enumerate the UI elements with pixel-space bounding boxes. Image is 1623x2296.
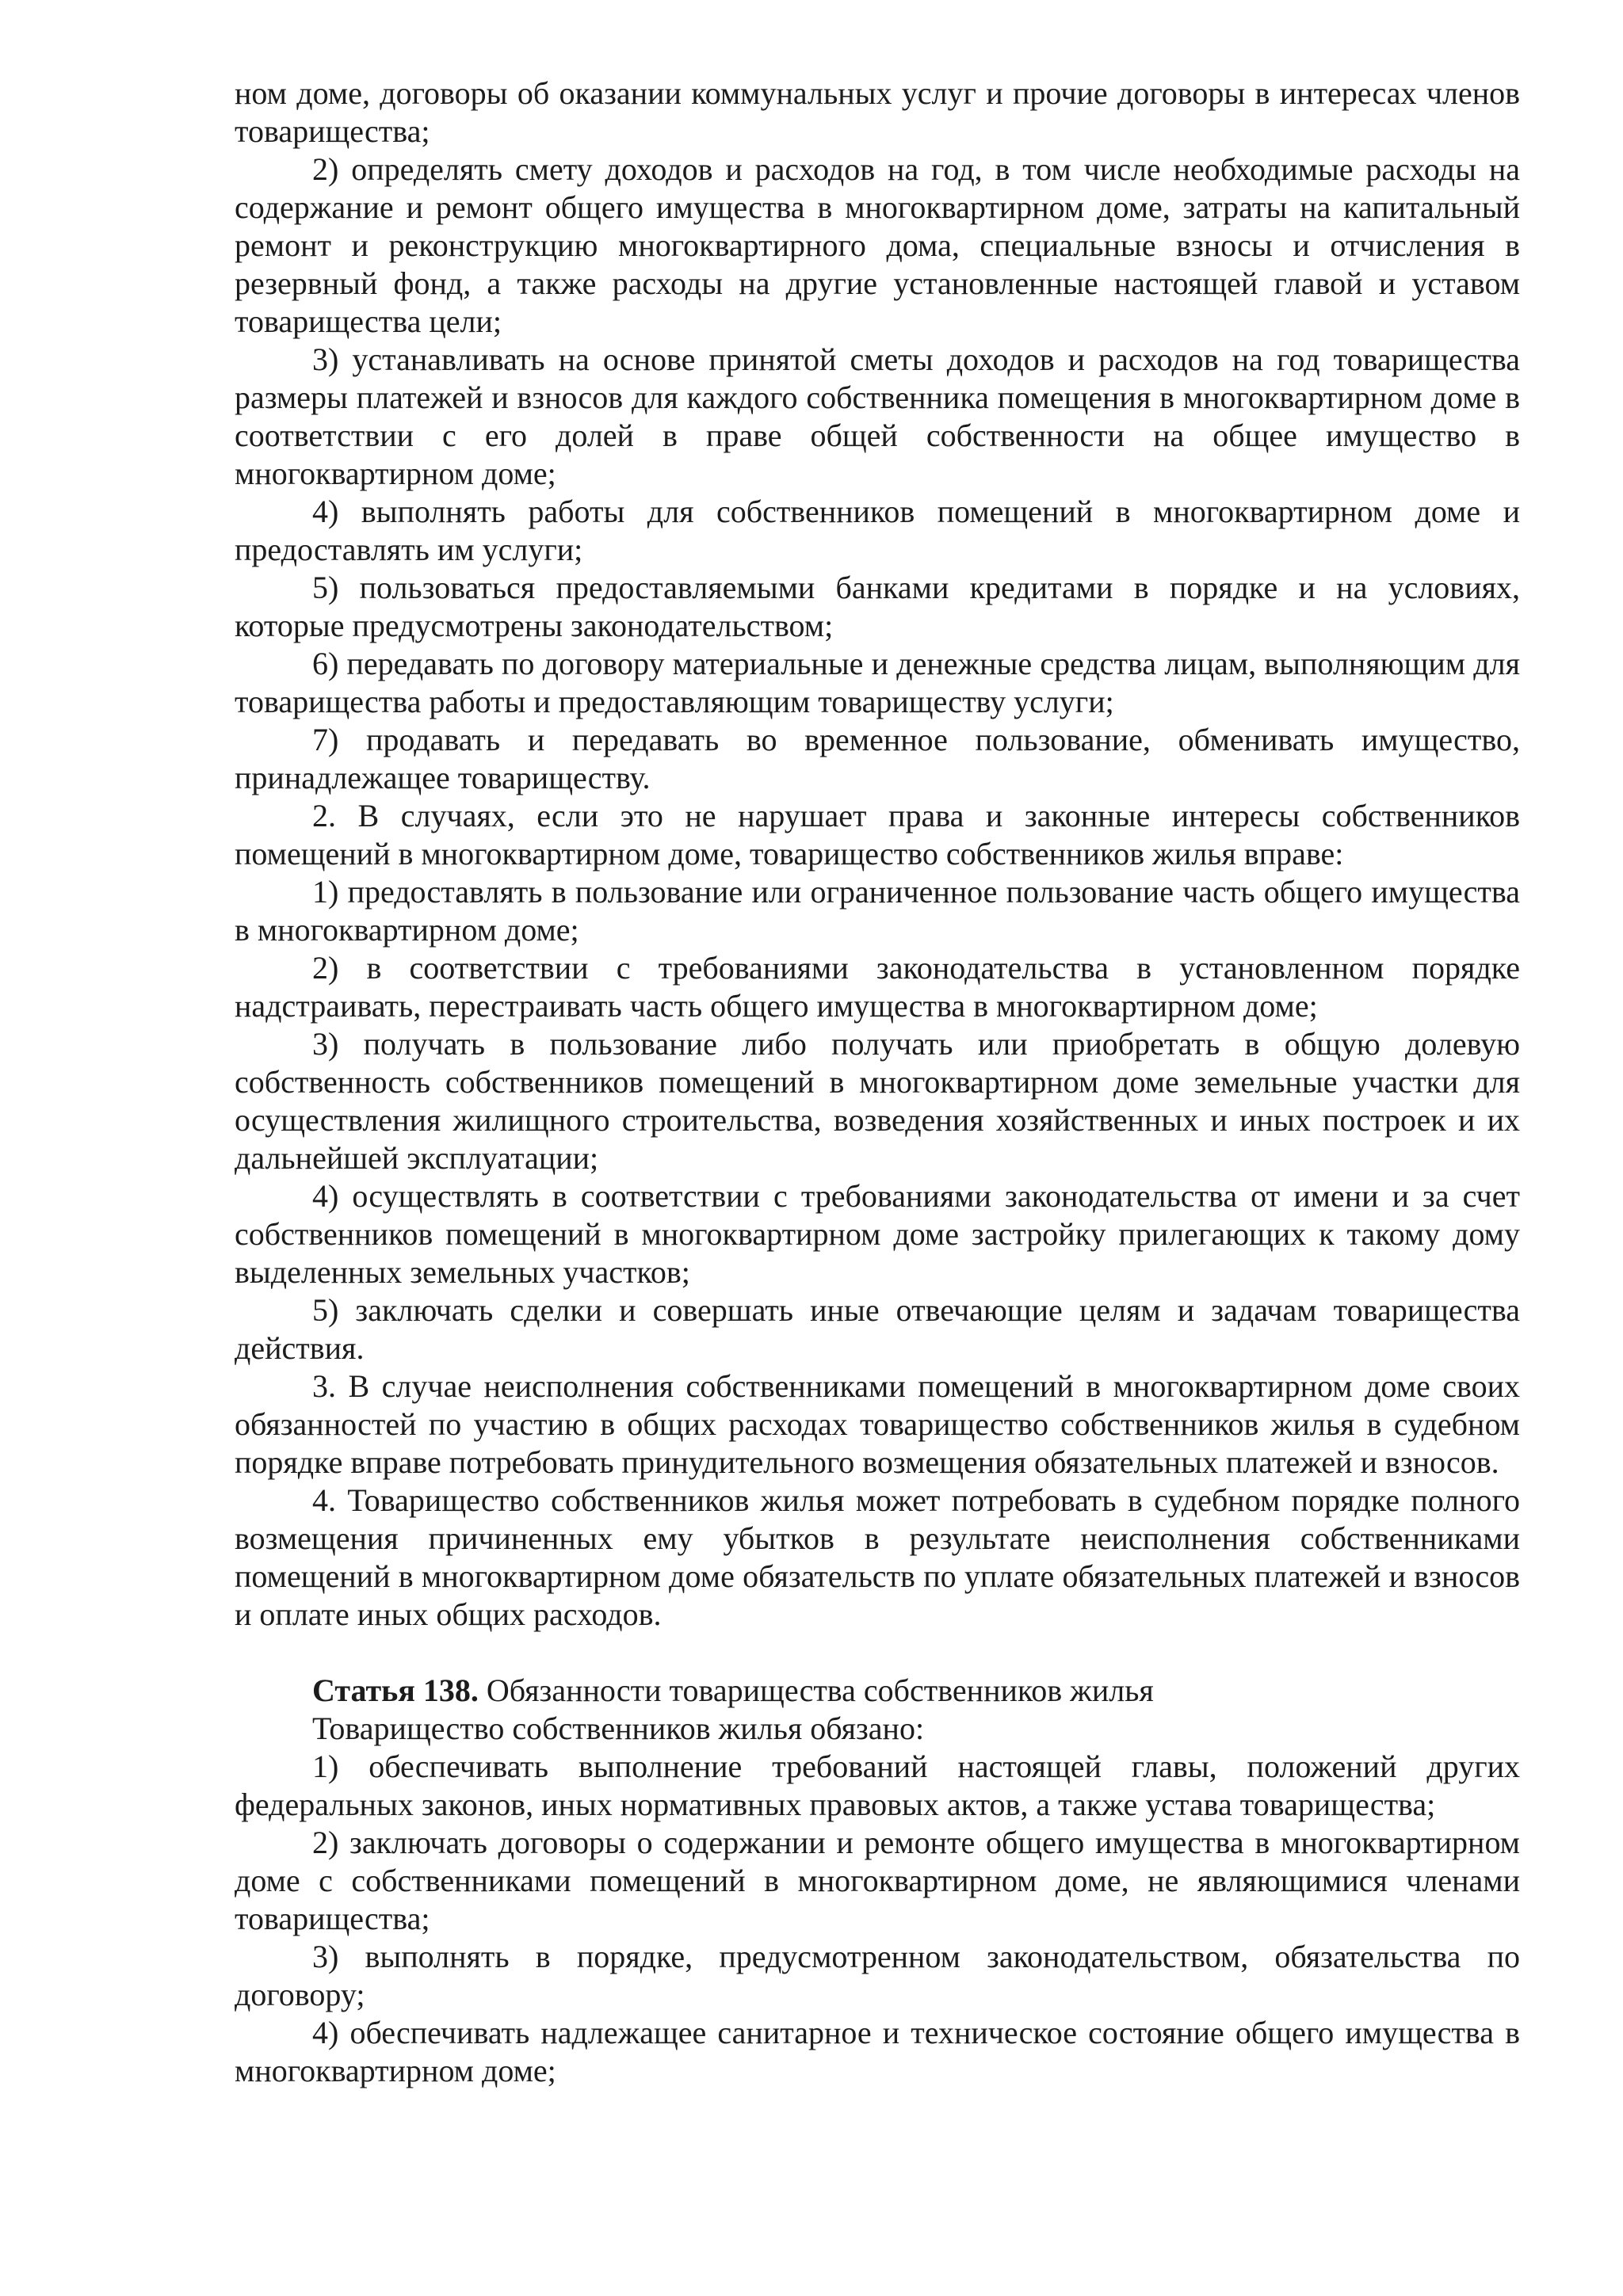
- paragraph-section-2-item-5: 5) заключать сделки и совершать иные отвечающие целям и задачам товарищества действия.: [235, 1292, 1520, 1366]
- article-item-2: 2) заключать договоры о содержании и ремонте общего имущества в многоквартирном доме с собственниками помещений в многоквартирном доме, не являющимися членами товарищества;: [235, 1825, 1520, 1936]
- article-number: Статья 138.: [312, 1672, 479, 1708]
- article-item-1: 1) обеспечивать выполнение требований настоящей главы, положений других федеральных законов, иных нормативных правовых актов, а также устава товарищества;: [235, 1749, 1520, 1822]
- paragraph-section-2-item-1: 1) предоставлять в пользование или ограниченное пользование часть общего имущества в многоквартирном доме;: [235, 874, 1520, 948]
- paragraph-item-3: 3) устанавливать на основе принятой сметы доходов и расходов на год товарищества размеры платежей и взносов для каждого собственника помещения в многоквартирном доме в соответствии с его долей в праве общей собственности на общее имущество в многоквартирном доме;: [235, 341, 1520, 491]
- paragraph-section-4: 4. Товарищество собственников жилья может потребовать в судебном порядке полного возмещения причиненных ему убытков в результате неисполнения собственниками помещений в многоквартирном доме обязательств по уплате обязательных платежей и взносов и оплате иных общих расходов.: [235, 1482, 1520, 1632]
- paragraph-item-6: 6) передавать по договору материальные и денежные средства лицам, выполняющим для товарищества работы и предоставляющим товариществу услуги;: [235, 646, 1520, 719]
- section-spacer: [235, 1634, 1520, 1672]
- paragraph-continuation: ном доме, договоры об оказании коммунальных услуг и прочие договоры в интересах членов товарищества;: [235, 75, 1520, 149]
- paragraph-item-7: 7) продавать и передавать во временное пользование, обменивать имущество, принадлежащее товариществу.: [235, 722, 1520, 795]
- article-item-4: 4) обеспечивать надлежащее санитарное и техническое состояние общего имущества в многоквартирном доме;: [235, 2015, 1520, 2088]
- paragraph-item-2: 2) определять смету доходов и расходов на год, в том числе необходимые расходы на содержание и ремонт общего имущества в многоквартирном доме, затраты на капитальный ремонт и реконструкцию многоквартирного дома, специальные взносы и отчисления в резервный фонд, а также расходы на другие установленные настоящей главой и уставом товарищества цели;: [235, 151, 1520, 339]
- paragraph-section-2-item-2: 2) в соответствии с требованиями законодательства в установленном порядке надстраивать, перестраивать часть общего имущества в многоквартирном доме;: [235, 950, 1520, 1024]
- paragraph-section-2: 2. В случаях, если это не нарушает права и законные интересы собственников помещений в многоквартирном доме, товарищество собственников жилья вправе:: [235, 798, 1520, 871]
- article-item-3: 3) выполнять в порядке, предусмотренном законодательством, обязательства по договору;: [235, 1939, 1520, 2012]
- article-title: Обязанности товарищества собственников жилья: [486, 1672, 1154, 1708]
- paragraph-item-4: 4) выполнять работы для собственников помещений в многоквартирном доме и предоставлять им услуги;: [235, 494, 1520, 567]
- paragraph-section-2-item-4: 4) осуществлять в соответствии с требованиями законодательства от имени и за счет собственников помещений в многоквартирном доме застройку прилегающих к такому дому выделенных земельных участков;: [235, 1178, 1520, 1290]
- paragraph-section-2-item-3: 3) получать в пользование либо получать или приобретать в общую долевую собственность собственников помещений в многоквартирном доме земельные участки для осуществления жилищного строительства, возведения хозяйственных и иных построек и их дальнейшей эксплуатации;: [235, 1026, 1520, 1176]
- paragraph-section-3: 3. В случае неисполнения собственниками помещений в многоквартирном доме своих обязанностей по участию в общих расходах товарищество собственников жилья в судебном порядке вправе потребовать принудительного возмещения обязательных платежей и взносов.: [235, 1368, 1520, 1480]
- article-intro: Товарищество собственников жилья обязано:: [312, 1711, 925, 1746]
- article-heading: [235, 1672, 1520, 1710]
- paragraph-item-5: 5) пользоваться предоставляемыми банками кредитами в порядке и на условиях, которые предусмотрены законодательством;: [235, 570, 1520, 643]
